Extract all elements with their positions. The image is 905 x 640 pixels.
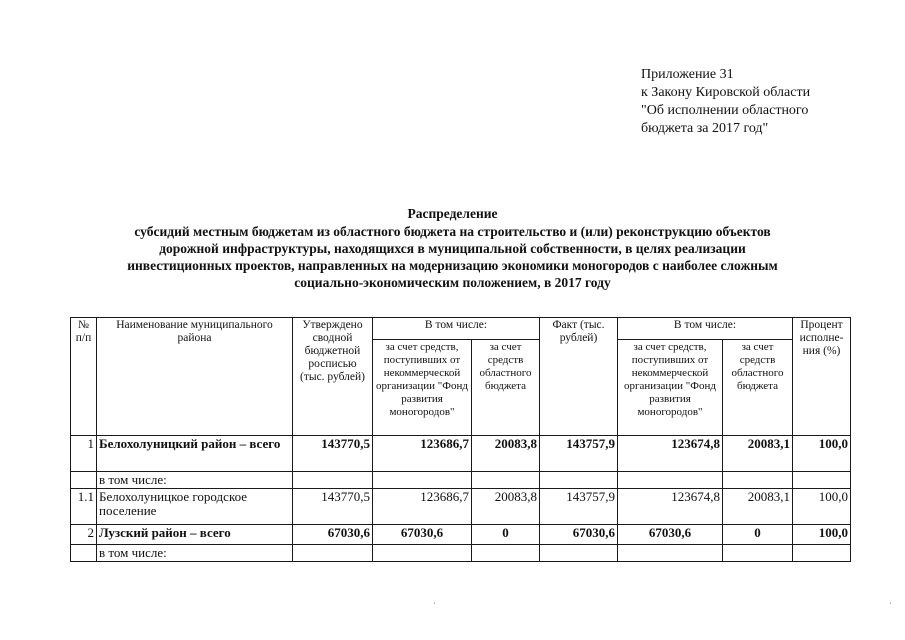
row-empty bbox=[723, 472, 793, 489]
table-row bbox=[71, 525, 851, 545]
heading-line: дорожной инфраструктуры, находящихся в муниципальной собственности, в целях реализации bbox=[159, 241, 746, 256]
header-fact: Факт (тыс. рублей) bbox=[540, 318, 618, 436]
row-percent: 100,0 bbox=[793, 489, 851, 525]
appendix-line: Приложение 31 bbox=[641, 67, 734, 82]
row-empty bbox=[618, 472, 723, 489]
row-empty bbox=[472, 545, 540, 562]
row-percent: 100,0 bbox=[793, 436, 851, 472]
table-row bbox=[71, 489, 851, 525]
subheader-approved-regional: за счет средств областного бюджета bbox=[472, 340, 540, 436]
row-name: в том числе: bbox=[97, 472, 293, 489]
row-fact: 143757,9 bbox=[540, 489, 618, 525]
row-fact-regional: 20083,1 bbox=[723, 436, 793, 472]
row-name: Белохолуницкое городское поселение bbox=[97, 489, 293, 525]
row-num: 1 bbox=[71, 436, 97, 472]
row-empty bbox=[540, 472, 618, 489]
header-num: № п/п bbox=[71, 318, 97, 436]
subheader-fact-fund: за счет средств, поступивших от некоммерческой организации "Фонд развития моногородов" bbox=[618, 340, 723, 436]
appendix-line: "Об исполнении областного bbox=[641, 103, 809, 118]
row-name: Лузский район – всего bbox=[97, 525, 293, 545]
row-approved: 143770,5 bbox=[293, 489, 373, 525]
row-fact: 67030,6 bbox=[540, 525, 618, 545]
row-fact: 143757,9 bbox=[540, 436, 618, 472]
header-including-approved: В том числе: bbox=[373, 318, 540, 340]
row-percent: 100,0 bbox=[793, 525, 851, 545]
row-approved-regional: 20083,8 bbox=[472, 436, 540, 472]
subheader-fact-regional: за счет средств областного бюджета bbox=[723, 340, 793, 436]
row-empty bbox=[540, 545, 618, 562]
row-empty bbox=[793, 472, 851, 489]
heading-line: социально-экономическим положением, в 2017 году bbox=[294, 275, 611, 290]
row-num bbox=[71, 472, 97, 489]
row-fact-regional: 0 bbox=[723, 525, 793, 545]
header-including-fact: В том числе: bbox=[618, 318, 793, 340]
document-heading bbox=[60, 205, 845, 291]
table-row bbox=[71, 472, 851, 489]
row-fact-fund: 123674,8 bbox=[618, 436, 723, 472]
row-approved: 143770,5 bbox=[293, 436, 373, 472]
row-num: 1.1 bbox=[71, 489, 97, 525]
row-approved-fund: 123686,7 bbox=[373, 436, 472, 472]
appendix-note bbox=[641, 66, 810, 138]
row-empty bbox=[293, 472, 373, 489]
row-name: в том числе: bbox=[97, 545, 293, 562]
header-name: Наименование муниципального района bbox=[97, 318, 293, 436]
row-fact-regional: 20083,1 bbox=[723, 489, 793, 525]
row-approved-regional: 0 bbox=[472, 525, 540, 545]
scan-speck: · bbox=[889, 599, 892, 608]
row-empty bbox=[472, 472, 540, 489]
header-row bbox=[71, 318, 851, 340]
row-empty bbox=[618, 545, 723, 562]
header-approved: Утверждено сводной бюджетной росписью (тыс. рублей) bbox=[293, 318, 373, 436]
row-name: Белохолуницкий район – всего bbox=[97, 436, 293, 472]
document-title: Распределение bbox=[407, 206, 498, 221]
row-num bbox=[71, 545, 97, 562]
row-fact-fund: 67030,6 bbox=[618, 525, 723, 545]
table-row bbox=[71, 436, 851, 472]
row-empty bbox=[293, 545, 373, 562]
appendix-line: к Закону Кировской области bbox=[641, 85, 811, 100]
row-approved: 67030,6 bbox=[293, 525, 373, 545]
header-percent: Процент исполне-ния (%) bbox=[793, 318, 851, 436]
row-empty bbox=[373, 472, 472, 489]
heading-line: субсидий местным бюджетам из областного бюджета на строительство и (или) реконструкцию объектов bbox=[134, 224, 771, 239]
row-empty bbox=[373, 545, 472, 562]
subheader-approved-fund: за счет средств, поступивших от некоммерческой организации "Фонд развития моногородов" bbox=[373, 340, 472, 436]
row-fact-fund: 123674,8 bbox=[618, 489, 723, 525]
row-approved-regional: 20083,8 bbox=[472, 489, 540, 525]
row-num: 2 bbox=[71, 525, 97, 545]
row-approved-fund: 123686,7 bbox=[373, 489, 472, 525]
row-approved-fund: 67030,6 bbox=[373, 525, 472, 545]
scan-speck: · bbox=[433, 599, 436, 608]
table-row bbox=[71, 545, 851, 562]
row-empty bbox=[793, 545, 851, 562]
appendix-line: бюджета за 2017 год" bbox=[641, 121, 769, 136]
heading-line: инвестиционных проектов, направленных на модернизацию экономики моногородов с наиболее сложным bbox=[127, 258, 778, 273]
budget-table bbox=[70, 317, 851, 562]
row-empty bbox=[723, 545, 793, 562]
